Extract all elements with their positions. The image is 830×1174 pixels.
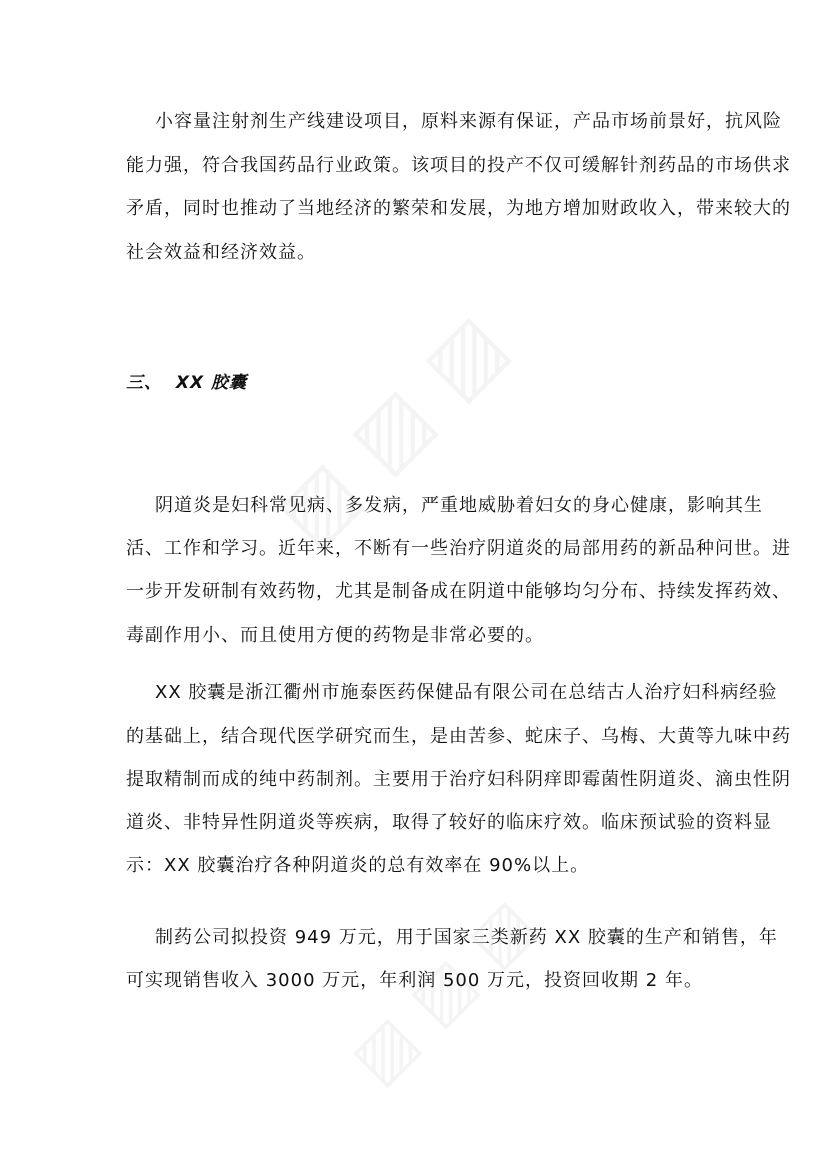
section-heading: 三、 XX 胶囊 [126, 373, 247, 393]
paragraph-line: 小容量注射剂生产线建设项目，原料来源有保证，产品市场前景好，抗风险 [155, 111, 782, 132]
paragraph-line: 示：XX 胶囊治疗各种阴道炎的总有效率在 90%以上。 [126, 855, 590, 876]
paragraph-line: 矛盾，同时也推动了当地经济的繁荣和发展，为地方增加财政收入，带来较大的 [126, 198, 791, 219]
paragraph-line: 毒副作用小、而且使用方便的药物是非常必要的。 [126, 625, 544, 646]
paragraph-line: 制药公司拟投资 949 万元，用于国家三类新药 XX 胶囊的生产和销售，年 [155, 927, 778, 948]
paragraph-line: 的基础上，结合现代医学研究而生，是由苦参、蛇床子、乌梅、大黄等九味中药 [126, 726, 791, 747]
paragraph-line: 社会效益和经济效益。 [126, 242, 316, 263]
paragraph-line: 可实现销售收入 3000 万元，年利润 500 万元，投资回收期 2 年。 [126, 970, 703, 991]
paragraph-line: 能力强，符合我国药品行业政策。该项目的投产不仅可缓解针剂药品的市场供求 [126, 155, 791, 176]
paragraph-line: 活、工作和学习。近年来，不断有一些治疗阴道炎的局部用药的新品种问世。进 [126, 538, 791, 559]
paragraph-line: 阴道炎是妇科常见病、多发病，严重地威胁着妇女的身心健康，影响其生 [155, 495, 763, 516]
watermark [263, 302, 519, 558]
paragraph-line: 道炎、非特异性阴道炎等疾病，取得了较好的临床疗效。临床预试验的资料显 [126, 812, 772, 833]
paragraph-line: 一步开发研制有效药物，尤其是制备成在阴道中能够均匀分布、持续发挥药效、 [126, 581, 791, 602]
paragraph-line: XX 胶囊是浙江衢州市施泰医药保健品有限公司在总结古人治疗妇科病经验 [155, 682, 778, 703]
paragraph-line: 提取精制而成的纯中药制剂。主要用于治疗妇科阴痒即霉菌性阴道炎、滴虫性阴 [126, 769, 791, 790]
